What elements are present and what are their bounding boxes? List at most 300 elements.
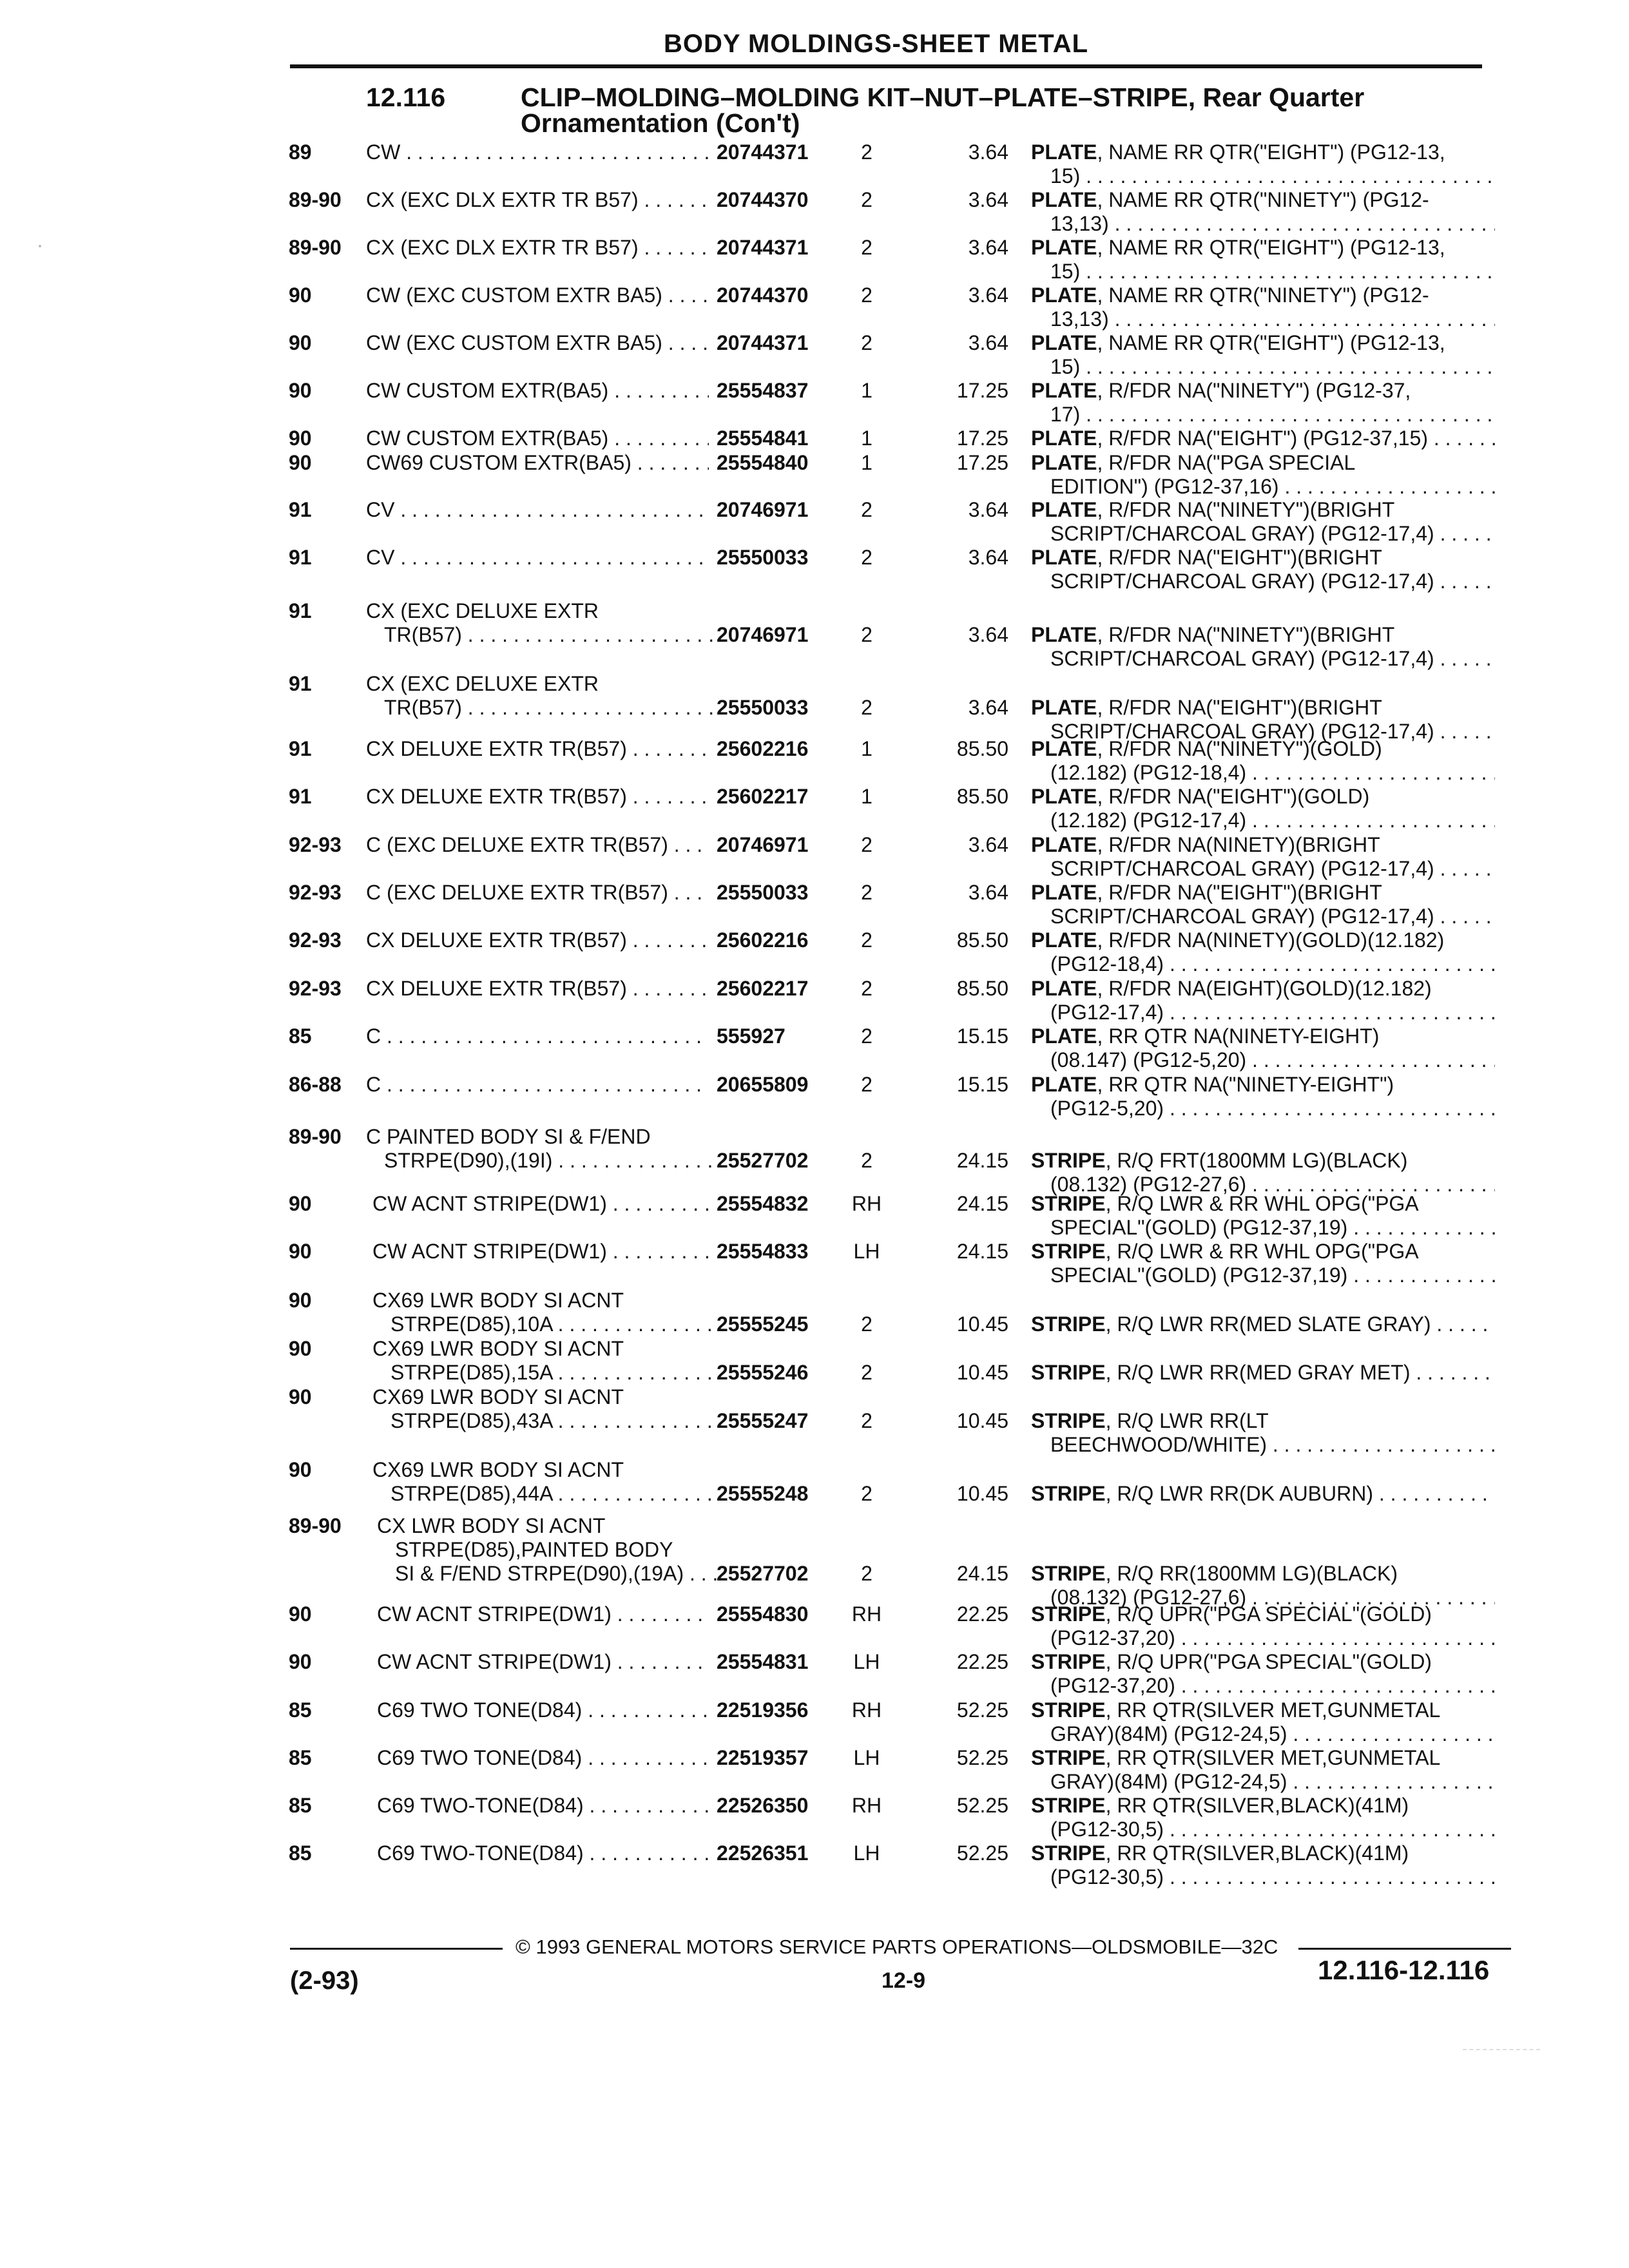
part-number: 20655809 [717, 1073, 809, 1096]
vehicle-description [366, 977, 701, 1001]
part-name-line: PLATE, R/FDR NA("EIGHT")(BRIGHT [1031, 881, 1382, 904]
part-name-line: PLATE, R/FDR NA("NINETY")(BRIGHT [1031, 498, 1395, 521]
part-number: 555927 [717, 1024, 786, 1048]
part-name [1031, 1650, 1495, 1698]
vehicle-description [372, 1337, 708, 1385]
description-line: TR(B57) . . . [366, 696, 727, 720]
description-line: C . . . [366, 1073, 709, 1097]
price: 52.25 [956, 1794, 1008, 1817]
part-name-line: PLATE, R/FDR NA("NINETY") (PG12-37, [1031, 379, 1411, 402]
part-name [1031, 785, 1495, 832]
part-name-line: STRIPE, R/Q LWR RR(LT [1031, 1409, 1269, 1432]
part-number: 25555246 [717, 1361, 809, 1384]
quantity: LH [853, 1650, 880, 1673]
part-name-line: STRIPE, RR QTR(SILVER,BLACK)(41M) [1031, 1794, 1409, 1817]
price: 3.64 [968, 696, 1008, 719]
part-number: 25554837 [717, 379, 809, 402]
part-name [1031, 451, 1495, 499]
part-name-line: STRIPE, R/Q UPR("PGA SPECIAL"(GOLD) [1031, 1650, 1432, 1673]
vehicle-description [366, 427, 701, 450]
quantity: 2 [861, 696, 872, 719]
quantity: RH [851, 1192, 882, 1215]
part-name-keyword: STRIPE [1031, 1482, 1106, 1505]
part-number: 25554832 [717, 1192, 809, 1215]
part-name-keyword: PLATE [1031, 331, 1097, 354]
quantity: RH [851, 1602, 882, 1626]
model-year: 90 [289, 284, 312, 307]
price: 22.25 [956, 1650, 1008, 1673]
footer-copyright: © 1993 GENERAL MOTORS SERVICE PARTS OPERATIONS—OLDSMOBILE—32C [516, 1936, 1278, 1958]
price: 17.25 [956, 379, 1008, 402]
part-name [1031, 1746, 1495, 1794]
part-number: 20744370 [717, 188, 809, 211]
part-name-line: PLATE, R/FDR NA("PGA SPECIAL [1031, 451, 1356, 474]
model-year: 92-93 [289, 928, 342, 952]
description-line: CX69 LWR BODY SI ACNT [372, 1337, 624, 1360]
quantity: 2 [861, 498, 872, 521]
part-name-line: STRIPE, RR QTR(SILVER,BLACK)(41M) [1031, 1841, 1409, 1865]
price: 3.64 [968, 623, 1008, 646]
part-name-line: PLATE, R/FDR NA("EIGHT")(GOLD) [1031, 785, 1370, 808]
part-name-line: 15) . . . [1031, 260, 1495, 284]
description-line: CX LWR BODY SI ACNT [377, 1514, 606, 1537]
part-name-line: SCRIPT/CHARCOAL GRAY) (PG12-17,4) . . . [1031, 905, 1495, 928]
part-name-keyword: PLATE [1031, 928, 1097, 952]
quantity: 2 [861, 1409, 872, 1432]
model-year: 90 [289, 331, 312, 354]
vehicle-description [366, 881, 701, 905]
price: 3.64 [968, 140, 1008, 164]
part-name-line: (PG12-5,20) . . . [1031, 1097, 1495, 1120]
quantity: LH [853, 1746, 880, 1769]
quantity: 2 [861, 1073, 872, 1096]
vehicle-description [377, 1650, 712, 1674]
part-name [1031, 379, 1495, 427]
price: 17.25 [956, 427, 1008, 450]
part-name-keyword: STRIPE [1031, 1602, 1106, 1626]
part-name-keyword: PLATE [1031, 977, 1097, 1000]
model-year: 91 [289, 599, 312, 622]
description-line: CX69 LWR BODY SI ACNT [372, 1385, 624, 1408]
part-name-keyword: PLATE [1031, 140, 1097, 164]
footer-rule-left [290, 1948, 503, 1950]
price: 17.25 [956, 451, 1008, 474]
part-name-line: STRIPE, R/Q LWR RR(DK AUBURN) . . . [1031, 1482, 1495, 1506]
description-line: C69 TWO-TONE(D84) . . . [377, 1841, 709, 1865]
description-line: C PAINTED BODY SI & F/END [366, 1125, 651, 1148]
part-name-keyword: STRIPE [1031, 1149, 1106, 1172]
quantity: 2 [861, 977, 872, 1000]
vehicle-description [366, 833, 701, 857]
part-name [1031, 833, 1495, 881]
model-year: 90 [289, 1289, 312, 1312]
part-name-line: (PG12-30,5) . . . [1031, 1818, 1495, 1841]
quantity: 1 [861, 379, 872, 402]
part-number: 22519356 [717, 1698, 809, 1722]
part-name [1031, 1240, 1495, 1287]
part-name-line: 13,13) . . . [1031, 307, 1495, 331]
price: 85.50 [956, 928, 1008, 952]
part-name-line: PLATE, R/FDR NA("NINETY")(GOLD) [1031, 737, 1382, 760]
section-number: 12.116 [366, 82, 446, 112]
part-name-keyword: STRIPE [1031, 1240, 1106, 1263]
part-name-keyword: STRIPE [1031, 1192, 1106, 1215]
part-name-keyword: PLATE [1031, 737, 1097, 760]
part-name-keyword: PLATE [1031, 498, 1097, 521]
part-name-keyword: STRIPE [1031, 1698, 1106, 1722]
quantity: 2 [861, 188, 872, 211]
vehicle-description [377, 1746, 712, 1770]
price: 85.50 [956, 737, 1008, 760]
part-name-keyword: PLATE [1031, 881, 1097, 904]
description-line: C (EXC DELUXE EXTR TR(B57) . . . [366, 881, 709, 905]
description-line: CW . . . [366, 140, 709, 164]
quantity: 1 [861, 785, 872, 808]
part-name-line: BEECHWOOD/WHITE) . . . [1031, 1433, 1495, 1457]
part-number: 22526351 [717, 1841, 809, 1865]
description-line: CW CUSTOM EXTR(BA5) . . . [366, 379, 709, 403]
part-number: 22526350 [717, 1794, 809, 1817]
part-name-line: STRIPE, R/Q RR(1800MM LG)(BLACK) [1031, 1562, 1398, 1585]
part-name-line: PLATE, R/FDR NA(NINETY)(BRIGHT [1031, 833, 1380, 856]
quantity: RH [851, 1794, 882, 1817]
part-name-line: PLATE, R/FDR NA(EIGHT)(GOLD)(12.182) [1031, 977, 1432, 1000]
part-number: 25527702 [717, 1149, 809, 1172]
part-number: 25554833 [717, 1240, 809, 1263]
model-year: 86-88 [289, 1073, 342, 1096]
part-name-line: STRIPE, R/Q LWR RR(MED GRAY MET) . . . [1031, 1361, 1495, 1385]
part-name [1031, 1602, 1495, 1650]
quantity: 1 [861, 427, 872, 450]
quantity: 2 [861, 881, 872, 904]
part-name [1031, 140, 1495, 188]
part-name-keyword: STRIPE [1031, 1409, 1106, 1432]
part-name [1031, 881, 1495, 928]
model-year: 89-90 [289, 1514, 342, 1537]
part-name-keyword: PLATE [1031, 451, 1097, 474]
part-name-line: 15) . . . [1031, 164, 1495, 188]
model-year: 85 [289, 1698, 312, 1722]
description-line: CW ACNT STRIPE(DW1) . . . [377, 1602, 709, 1626]
price: 10.45 [956, 1361, 1008, 1384]
vehicle-description [366, 599, 701, 647]
description-line: CW ACNT STRIPE(DW1) . . . [372, 1240, 709, 1264]
model-year: 90 [289, 1192, 312, 1215]
quantity: 2 [861, 140, 872, 164]
part-name-keyword: STRIPE [1031, 1841, 1106, 1865]
part-name-line: (PG12-18,4) . . . [1031, 952, 1495, 976]
part-name-line: PLATE, R/FDR NA(NINETY)(GOLD)(12.182) [1031, 928, 1445, 952]
part-name [1031, 1841, 1495, 1889]
part-number: 25527702 [717, 1562, 809, 1585]
description-line: CX DELUXE EXTR TR(B57) . . . [366, 928, 709, 952]
price: 3.64 [968, 188, 1008, 211]
model-year: 85 [289, 1746, 312, 1769]
vehicle-description [366, 672, 701, 720]
model-year: 91 [289, 546, 312, 569]
part-name-line: PLATE, NAME RR QTR("EIGHT") (PG12-13, [1031, 140, 1445, 164]
part-number: 20744370 [717, 284, 809, 307]
part-name [1031, 1794, 1495, 1841]
part-name-line: (12.182) (PG12-18,4) . . . [1031, 761, 1495, 785]
part-name [1031, 1361, 1495, 1385]
part-number: 25555247 [717, 1409, 809, 1432]
price: 3.64 [968, 881, 1008, 904]
model-year: 85 [289, 1841, 312, 1865]
part-number: 22519357 [717, 1746, 809, 1769]
model-year: 90 [289, 1602, 312, 1626]
price: 85.50 [956, 785, 1008, 808]
footer-section-range: 12.116-12.116 [1318, 1955, 1490, 1985]
footer-rule-right [1298, 1948, 1511, 1950]
part-name-line: PLATE, R/FDR NA("EIGHT")(BRIGHT [1031, 546, 1382, 569]
description-line: STRPE(D85),43A . . . [372, 1409, 727, 1433]
part-name-keyword: STRIPE [1031, 1746, 1106, 1769]
vehicle-description [372, 1289, 708, 1336]
price: 85.50 [956, 977, 1008, 1000]
part-name-keyword: PLATE [1031, 188, 1097, 211]
description-line: STRPE(D85),10A . . . [372, 1312, 727, 1336]
description-line: CW69 CUSTOM EXTR(BA5) . . . [366, 451, 709, 475]
section-subtitle: Ornamentation (Con't) [521, 108, 800, 138]
part-name [1031, 331, 1495, 379]
part-name-line: PLATE, RR QTR NA(NINETY-EIGHT) [1031, 1024, 1380, 1048]
price: 24.15 [956, 1562, 1008, 1585]
part-name-line: SPECIAL"(GOLD) (PG12-37,19) . . . [1031, 1264, 1495, 1287]
model-year: 90 [289, 379, 312, 402]
part-name-line: STRIPE, R/Q LWR & RR WHL OPG("PGA [1031, 1192, 1419, 1215]
vehicle-description [372, 1240, 708, 1264]
model-year: 90 [289, 1650, 312, 1673]
part-name-line: (PG12-30,5) . . . [1031, 1865, 1495, 1889]
model-year: 90 [289, 451, 312, 474]
vehicle-description [366, 785, 701, 809]
vehicle-description [366, 284, 701, 307]
part-name [1031, 498, 1495, 546]
model-year: 85 [289, 1794, 312, 1817]
part-number: 20744371 [717, 331, 809, 354]
quantity: LH [853, 1841, 880, 1865]
vehicle-description [366, 546, 701, 570]
part-number: 25602216 [717, 737, 809, 760]
part-number: 25550033 [717, 546, 809, 569]
quantity: 2 [861, 331, 872, 354]
vehicle-description [366, 1125, 701, 1173]
description-line: STRPE(D85),44A . . . [372, 1482, 727, 1506]
part-name-keyword: PLATE [1031, 236, 1097, 259]
part-number: 25602216 [717, 928, 809, 952]
part-name-line: SPECIAL"(GOLD) (PG12-37,19) . . . [1031, 1216, 1495, 1240]
part-name-line: PLATE, RR QTR NA("NINETY-EIGHT") [1031, 1073, 1394, 1096]
price: 24.15 [956, 1240, 1008, 1263]
description-line: STRPE(D85),15A . . . [372, 1361, 727, 1385]
part-name-line: PLATE, NAME RR QTR("NINETY") (PG12- [1031, 284, 1429, 307]
part-name-keyword: PLATE [1031, 284, 1097, 307]
vehicle-description [366, 451, 701, 475]
vehicle-description [372, 1192, 708, 1216]
vehicle-description [366, 236, 701, 260]
vehicle-description [377, 1602, 712, 1626]
part-number: 25602217 [717, 977, 809, 1000]
description-line: STRPE(D85),PAINTED BODY [395, 1538, 673, 1561]
footer-date: (2-93) [290, 1966, 359, 1995]
part-name-line: PLATE, NAME RR QTR("NINETY") (PG12- [1031, 188, 1429, 211]
part-name-line: (08.132) (PG12-27,6) . . . [1031, 1586, 1495, 1610]
scan-speck [39, 245, 41, 247]
part-number: 25554841 [717, 427, 809, 450]
part-name-keyword: STRIPE [1031, 1650, 1106, 1673]
part-name-keyword: STRIPE [1031, 1361, 1106, 1384]
description-line: TR(B57) . . . [366, 623, 727, 647]
model-year: 85 [289, 1024, 312, 1048]
part-name [1031, 1409, 1495, 1457]
part-name-line: (PG12-37,20) . . . [1031, 1674, 1495, 1698]
part-name [1031, 737, 1495, 785]
description-line: CW (EXC CUSTOM EXTR BA5) . . . [366, 284, 709, 307]
price: 24.15 [956, 1192, 1008, 1215]
model-year: 90 [289, 427, 312, 450]
section-title: CLIP–MOLDING–MOLDING KIT–NUT–PLATE–STRIPE, Rear Quarter [521, 82, 1365, 112]
description-line: C (EXC DELUXE EXTR TR(B57) . . . [366, 833, 709, 857]
part-name [1031, 696, 1495, 744]
quantity: 2 [861, 928, 872, 952]
part-number: 25555245 [717, 1312, 809, 1336]
model-year: 90 [289, 1458, 312, 1481]
price: 3.64 [968, 833, 1008, 856]
page-header-title: BODY MOLDINGS-SHEET METAL [664, 30, 1089, 58]
description-line: CX (EXC DLX EXTR TR B57) . . . [366, 188, 709, 212]
part-name-line: 15) . . . [1031, 355, 1495, 379]
part-name [1031, 1149, 1495, 1196]
description-line: CX DELUXE EXTR TR(B57) . . . [366, 977, 709, 1001]
part-number: 25550033 [717, 881, 809, 904]
part-name-line: (08.147) (PG12-5,20) . . . [1031, 1048, 1495, 1072]
part-name [1031, 236, 1495, 284]
part-name-keyword: STRIPE [1031, 1794, 1106, 1817]
part-number: 25554830 [717, 1602, 809, 1626]
model-year: 90 [289, 1385, 312, 1408]
model-year: 89-90 [289, 236, 342, 259]
part-name-line: SCRIPT/CHARCOAL GRAY) (PG12-17,4) . . . [1031, 647, 1495, 671]
description-line: C69 TWO TONE(D84) . . . [377, 1698, 709, 1722]
part-name-line: 17) . . . [1031, 403, 1495, 427]
vehicle-description [377, 1841, 712, 1865]
model-year: 90 [289, 1337, 312, 1360]
part-name-line: STRIPE, R/Q LWR & RR WHL OPG("PGA [1031, 1240, 1419, 1263]
vehicle-description [366, 928, 701, 952]
quantity: 1 [861, 451, 872, 474]
price: 3.64 [968, 498, 1008, 521]
part-name-line: 13,13) . . . [1031, 212, 1495, 236]
model-year: 92-93 [289, 977, 342, 1000]
quantity: 2 [861, 236, 872, 259]
part-name-keyword: PLATE [1031, 546, 1097, 569]
part-name-keyword: STRIPE [1031, 1562, 1106, 1585]
part-name [1031, 1073, 1495, 1120]
vehicle-description [366, 498, 701, 522]
part-name-line: STRIPE, R/Q FRT(1800MM LG)(BLACK) [1031, 1149, 1408, 1172]
footer-page-number: 12-9 [882, 1968, 926, 1993]
part-name-line: PLATE, NAME RR QTR("EIGHT") (PG12-13, [1031, 236, 1445, 259]
part-name [1031, 1192, 1495, 1240]
part-name-line: PLATE, R/FDR NA("EIGHT") (PG12-37,15) . . . [1031, 427, 1495, 450]
quantity: 2 [861, 546, 872, 569]
vehicle-description [377, 1698, 712, 1722]
part-name [1031, 427, 1495, 450]
part-name-keyword: PLATE [1031, 696, 1097, 719]
scan-artifact [1463, 2049, 1540, 2052]
vehicle-description [366, 1024, 701, 1048]
part-name-line: STRIPE, RR QTR(SILVER MET,GUNMETAL [1031, 1698, 1441, 1722]
quantity: 2 [861, 1149, 872, 1172]
model-year: 89 [289, 140, 312, 164]
description-line: STRPE(D90),(19I) . . . [366, 1149, 727, 1173]
part-name [1031, 546, 1495, 593]
description-line: CX (EXC DLX EXTR TR B57) . . . [366, 236, 709, 260]
part-number: 20744371 [717, 236, 809, 259]
description-line: C69 TWO-TONE(D84) . . . [377, 1794, 709, 1818]
part-number: 25555248 [717, 1482, 809, 1505]
quantity: 2 [861, 623, 872, 646]
model-year: 92-93 [289, 833, 342, 856]
part-name-line: EDITION") (PG12-37,16) . . . [1031, 475, 1495, 499]
part-name-keyword: PLATE [1031, 1024, 1097, 1048]
vehicle-description [372, 1385, 708, 1433]
description-line: CX DELUXE EXTR TR(B57) . . . [366, 785, 709, 809]
description-line: CX (EXC DELUXE EXTR [366, 599, 599, 622]
part-number: 20744371 [717, 140, 809, 164]
quantity: 2 [861, 1482, 872, 1505]
price: 52.25 [956, 1746, 1008, 1769]
part-number: 20746971 [717, 623, 809, 646]
price: 15.15 [956, 1073, 1008, 1096]
price: 52.25 [956, 1698, 1008, 1722]
part-name-line: (12.182) (PG12-17,4) . . . [1031, 809, 1495, 832]
part-name-line: STRIPE, RR QTR(SILVER MET,GUNMETAL [1031, 1746, 1441, 1769]
part-name-line: GRAY)(84M) (PG12-24,5) . . . [1031, 1722, 1495, 1746]
model-year: 91 [289, 498, 312, 521]
part-name-line: STRIPE, R/Q UPR("PGA SPECIAL"(GOLD) [1031, 1602, 1432, 1626]
quantity: 2 [861, 1361, 872, 1384]
part-number: 25602217 [717, 785, 809, 808]
part-name-line: GRAY)(84M) (PG12-24,5) . . . [1031, 1770, 1495, 1794]
model-year: 89-90 [289, 188, 342, 211]
part-name [1031, 1024, 1495, 1072]
description-line: SI & F/END STRPE(D90),(19A) . . . [377, 1562, 727, 1586]
part-number: 20746971 [717, 833, 809, 856]
price: 3.64 [968, 331, 1008, 354]
description-line: CW ACNT STRIPE(DW1) . . . [372, 1192, 709, 1216]
price: 24.15 [956, 1149, 1008, 1172]
vehicle-description [377, 1514, 712, 1586]
part-name [1031, 284, 1495, 331]
description-line: CV . . . [366, 546, 709, 570]
quantity: RH [851, 1698, 882, 1722]
vehicle-description [366, 188, 701, 212]
model-year: 91 [289, 737, 312, 760]
price: 10.45 [956, 1409, 1008, 1432]
part-name-line: (PG12-37,20) . . . [1031, 1626, 1495, 1650]
part-number: 25554831 [717, 1650, 809, 1673]
part-name-line: PLATE, R/FDR NA("NINETY")(BRIGHT [1031, 623, 1395, 646]
quantity: 2 [861, 284, 872, 307]
part-name-keyword: PLATE [1031, 623, 1097, 646]
vehicle-description [366, 1073, 701, 1097]
vehicle-description [366, 140, 701, 164]
part-number: 25550033 [717, 696, 809, 719]
description-line: CW ACNT STRIPE(DW1) . . . [377, 1650, 709, 1674]
description-line: CW (EXC CUSTOM EXTR BA5) . . . [366, 331, 709, 355]
